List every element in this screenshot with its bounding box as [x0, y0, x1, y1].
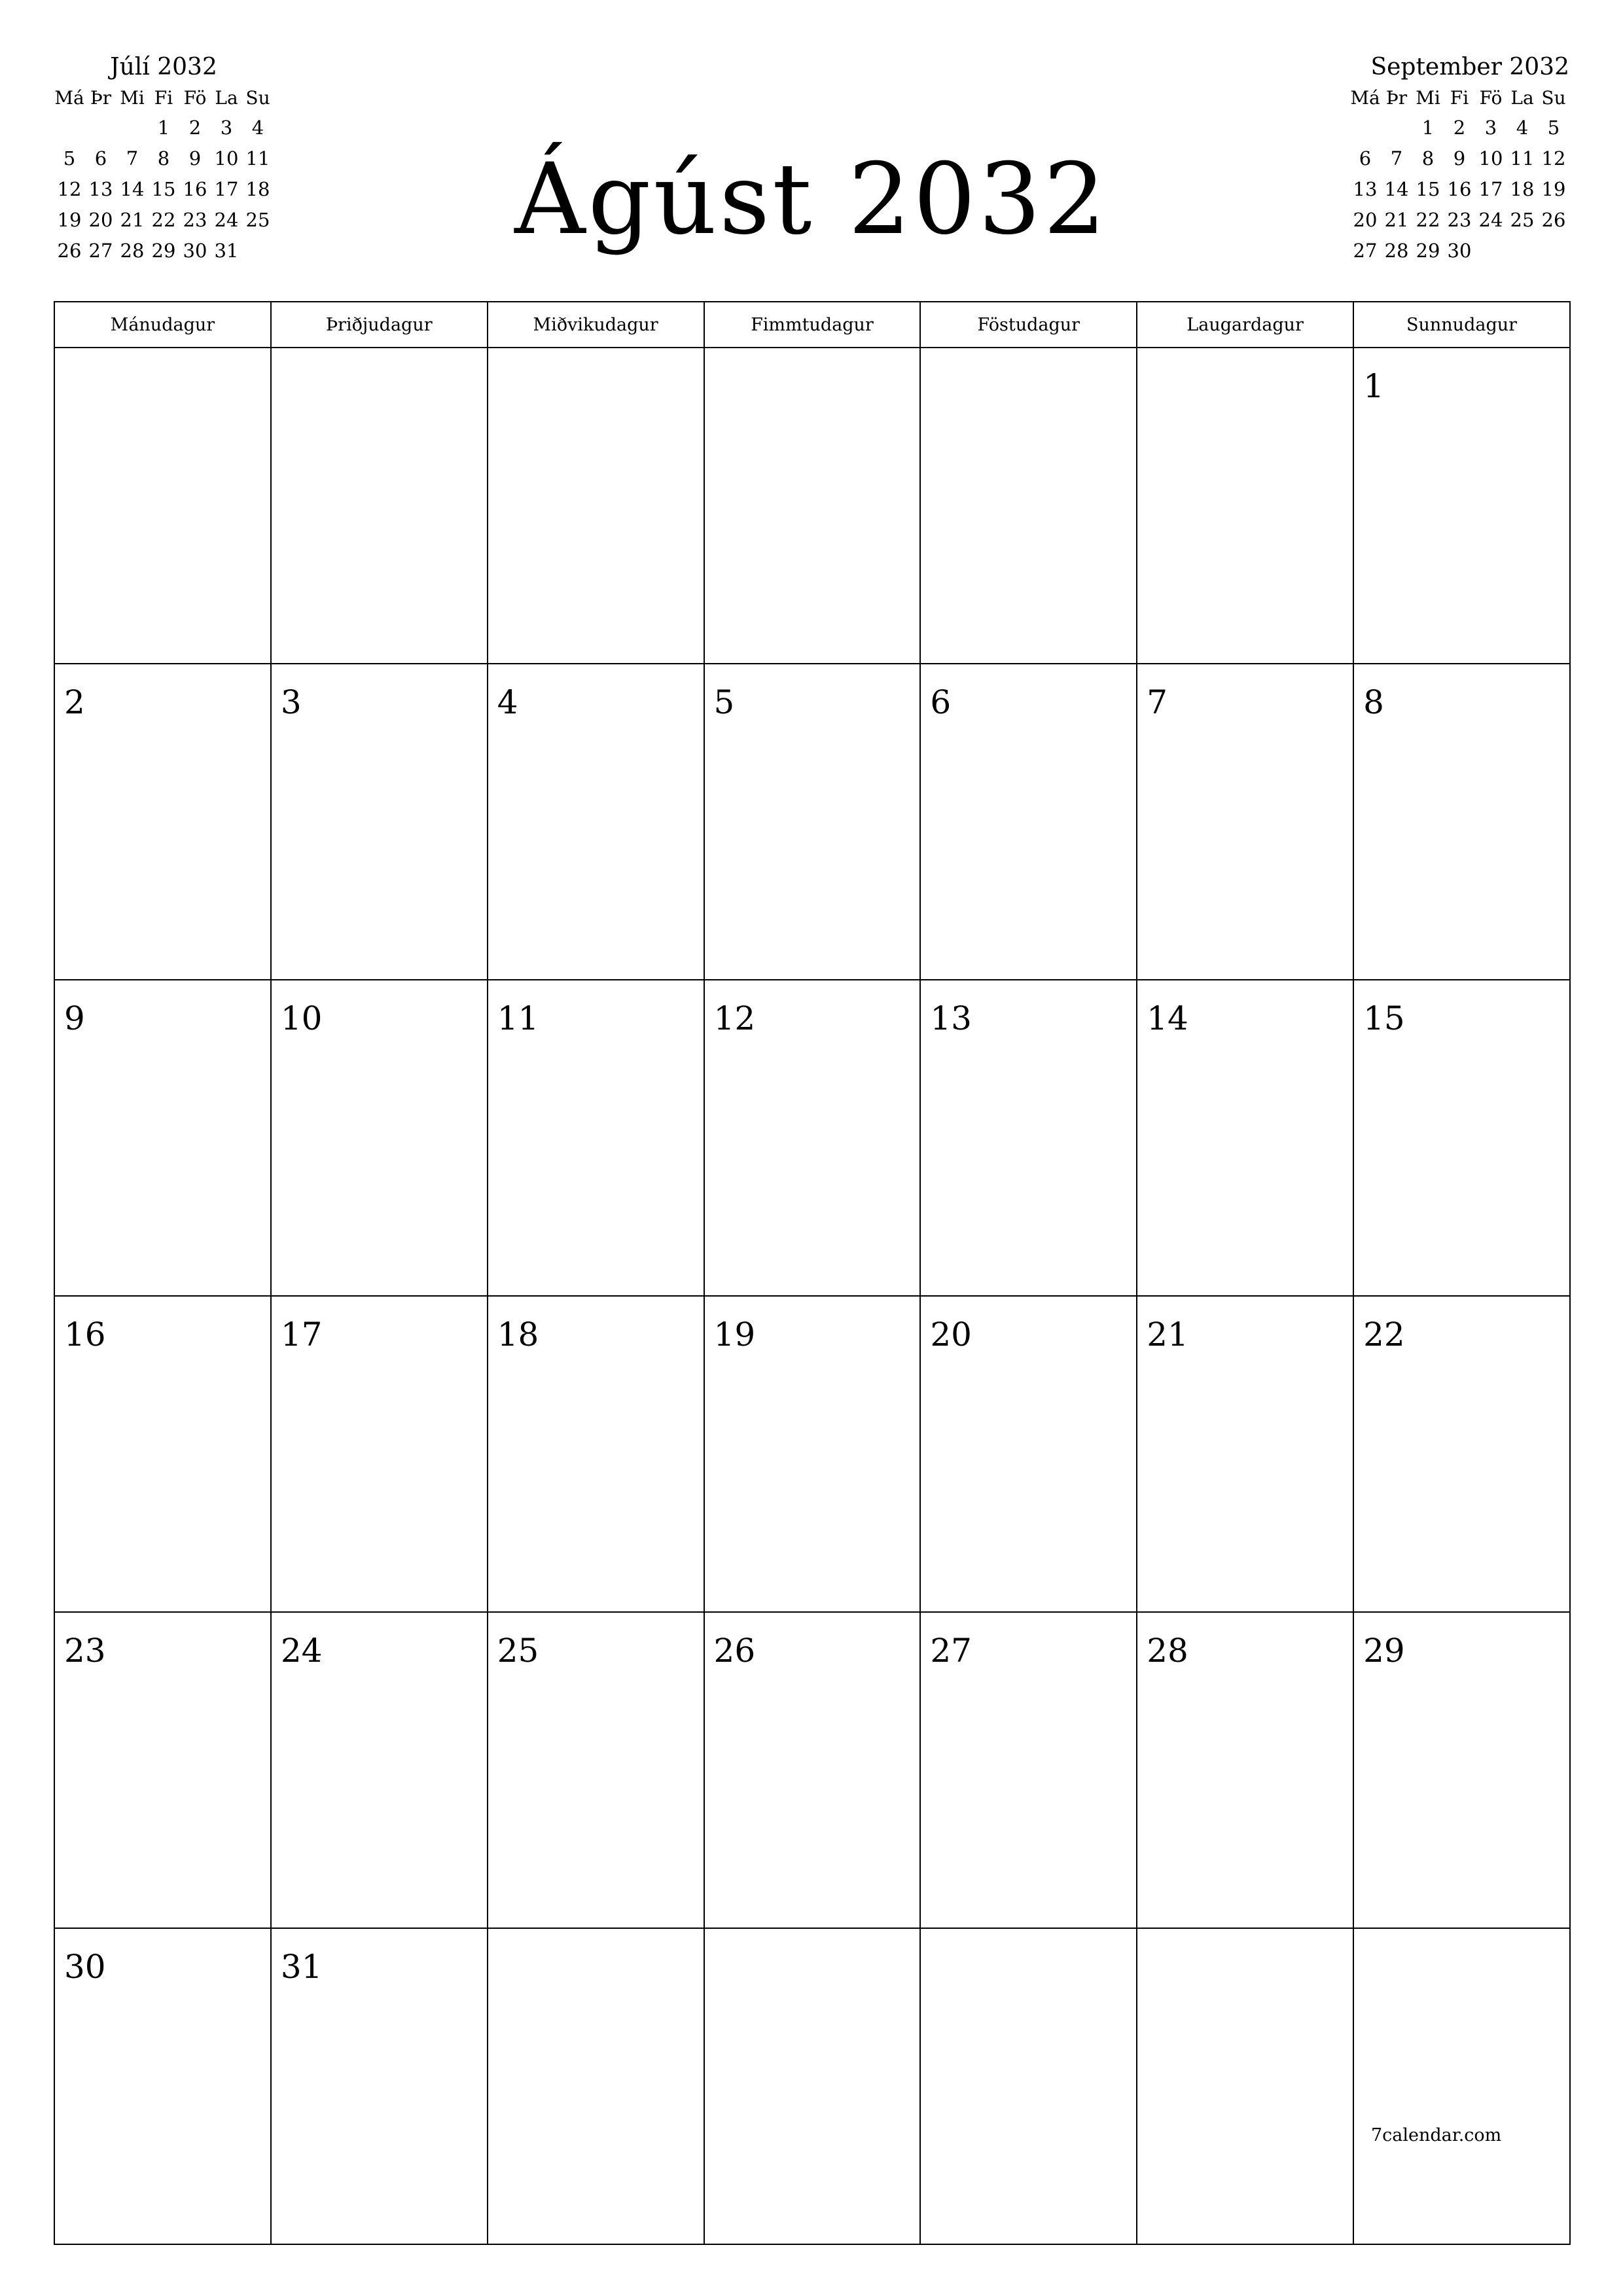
day-cell[interactable]	[54, 1612, 271, 1928]
day-cell[interactable]	[704, 1296, 921, 1612]
mini-day: 3	[220, 117, 233, 139]
mini-day: 30	[183, 240, 207, 262]
mini-day: 23	[183, 209, 207, 231]
day-cell[interactable]	[54, 1928, 271, 2244]
mini-day: 21	[1384, 209, 1409, 231]
day-number: 7	[1147, 683, 1168, 721]
mini-weekday-row	[54, 84, 274, 113]
day-number: 23	[64, 1632, 106, 1670]
mini-day: 25	[245, 209, 270, 231]
mini-weekday: Mi	[1416, 87, 1440, 109]
day-number: 4	[497, 683, 518, 721]
mini-day	[116, 113, 148, 143]
day-number: 1	[1363, 367, 1384, 405]
day-cell[interactable]	[271, 664, 488, 980]
mini-week-row	[1349, 113, 1569, 143]
day-cell[interactable]	[271, 348, 488, 664]
day-cell[interactable]	[920, 1612, 1137, 1928]
mini-day	[1507, 236, 1538, 266]
mini-day: 20	[88, 209, 113, 231]
day-number: 24	[280, 1632, 323, 1670]
mini-day: 6	[94, 147, 107, 170]
day-cell[interactable]	[1137, 1612, 1353, 1928]
mini-weekday: Má	[54, 87, 84, 109]
mini-day: 12	[57, 178, 82, 200]
mini-weekday: Fi	[154, 87, 173, 109]
day-cell[interactable]	[1137, 1928, 1353, 2244]
mini-day: 15	[151, 178, 176, 200]
day-cell[interactable]	[1137, 1296, 1353, 1612]
day-number: 12	[713, 999, 756, 1037]
day-cell[interactable]	[1137, 664, 1353, 980]
mini-day: 21	[120, 209, 145, 231]
day-cell[interactable]	[1353, 1296, 1570, 1612]
footer-credit: 7calendar.com	[1371, 2125, 1502, 2145]
mini-day: 29	[151, 240, 176, 262]
day-number: 9	[64, 999, 85, 1037]
calendar-week-row	[54, 664, 1570, 980]
day-cell[interactable]	[704, 1612, 921, 1928]
mini-weekday: Su	[245, 87, 270, 109]
mini-day: 23	[1447, 209, 1472, 231]
mini-day	[54, 113, 85, 143]
day-cell[interactable]	[271, 1296, 488, 1612]
mini-day: 9	[188, 147, 202, 170]
mini-day: 4	[1516, 117, 1529, 139]
mini-week-row	[1349, 236, 1569, 266]
day-cell[interactable]	[271, 1928, 488, 2244]
day-cell[interactable]	[488, 1296, 704, 1612]
mini-day: 14	[1384, 178, 1409, 200]
day-cell[interactable]	[920, 1928, 1137, 2244]
day-number: 29	[1363, 1632, 1405, 1670]
day-cell[interactable]	[704, 1928, 921, 2244]
mini-day: 18	[1510, 178, 1535, 200]
mini-weekday: La	[1510, 87, 1534, 109]
mini-day: 30	[1447, 240, 1472, 262]
mini-day: 13	[88, 178, 113, 200]
page-title: Ágúst 2032	[514, 143, 1109, 257]
mini-day: 4	[251, 117, 264, 139]
mini-day: 26	[1541, 209, 1566, 231]
mini-day: 18	[245, 178, 270, 200]
mini-day: 17	[1478, 178, 1503, 200]
weekday-header: Föstudagur	[920, 302, 1137, 348]
mini-day: 2	[188, 117, 202, 139]
calendar-week-row	[54, 980, 1570, 1296]
mini-day	[1475, 236, 1507, 266]
calendar-week-row	[54, 1928, 1570, 2244]
day-cell[interactable]	[1137, 348, 1353, 664]
day-number: 16	[64, 1316, 106, 1354]
mini-weekday-row	[1349, 84, 1569, 113]
mini-weekday: Mi	[120, 87, 145, 109]
mini-day: 10	[214, 147, 239, 170]
day-number: 11	[497, 999, 539, 1037]
day-cell[interactable]	[920, 980, 1137, 1296]
day-number: 27	[930, 1632, 972, 1670]
mini-day: 5	[63, 147, 76, 170]
mini-day: 13	[1353, 178, 1378, 200]
day-cell[interactable]	[1353, 1612, 1570, 1928]
day-cell[interactable]	[920, 348, 1137, 664]
day-number: 8	[1363, 683, 1384, 721]
mini-day: 16	[183, 178, 207, 200]
mini-day: 6	[1359, 147, 1372, 170]
day-cell[interactable]	[704, 980, 921, 1296]
day-cell[interactable]	[1353, 664, 1570, 980]
mini-calendar-grid	[1349, 84, 1569, 266]
day-number: 28	[1147, 1632, 1188, 1670]
day-cell[interactable]	[54, 348, 271, 664]
mini-day: 15	[1416, 178, 1440, 200]
day-cell[interactable]	[488, 664, 704, 980]
day-cell[interactable]	[54, 980, 271, 1296]
mini-day: 7	[1390, 147, 1403, 170]
mini-day: 24	[214, 209, 239, 231]
mini-calendar-title: Júlí 2032	[110, 54, 217, 81]
day-number: 30	[64, 1948, 106, 1986]
mini-day: 10	[1478, 147, 1503, 170]
mini-day: 27	[88, 240, 113, 262]
mini-weekday: Su	[1541, 87, 1566, 109]
day-cell[interactable]	[488, 348, 704, 664]
day-cell[interactable]	[1353, 348, 1570, 664]
mini-day: 29	[1416, 240, 1440, 262]
mini-weekday: Fi	[1450, 87, 1469, 109]
mini-weekday: Þr	[1385, 87, 1408, 109]
day-number: 25	[497, 1632, 539, 1670]
mini-weekday: Þr	[90, 87, 112, 109]
mini-day: 28	[1384, 240, 1409, 262]
day-number: 31	[280, 1948, 323, 1986]
day-cell[interactable]	[488, 980, 704, 1296]
mini-day: 7	[126, 147, 139, 170]
weekday-header: Mánudagur	[54, 302, 271, 348]
day-cell[interactable]	[271, 1612, 488, 1928]
day-number: 17	[280, 1316, 323, 1354]
month-grid	[54, 301, 1571, 2245]
day-number: 6	[930, 683, 952, 721]
mini-weekday: Fö	[183, 87, 207, 109]
weekday-header: Þriðjudagur	[271, 302, 488, 348]
mini-day: 25	[1510, 209, 1535, 231]
day-number: 3	[280, 683, 302, 721]
mini-weekday: Má	[1350, 87, 1380, 109]
mini-day: 31	[214, 240, 239, 262]
mini-week-row	[54, 113, 274, 143]
day-number: 20	[930, 1316, 972, 1354]
calendar-week-row	[54, 1296, 1570, 1612]
day-cell[interactable]	[488, 1928, 704, 2244]
day-cell[interactable]	[54, 664, 271, 980]
day-cell[interactable]	[920, 664, 1137, 980]
mini-day: 24	[1478, 209, 1503, 231]
mini-weekday: Fö	[1479, 87, 1503, 109]
day-cell[interactable]	[1137, 980, 1353, 1296]
day-number: 21	[1147, 1316, 1188, 1354]
weekday-header: Laugardagur	[1137, 302, 1353, 348]
day-cell[interactable]	[704, 664, 921, 980]
mini-calendar-title: September 2032	[1370, 54, 1569, 81]
day-number: 2	[64, 683, 85, 721]
mini-day: 9	[1453, 147, 1466, 170]
day-cell[interactable]	[704, 348, 921, 664]
mini-week-row	[1349, 174, 1569, 205]
calendar-week-row	[54, 348, 1570, 664]
calendar-week-row	[54, 1612, 1570, 1928]
day-number: 5	[713, 683, 735, 721]
mini-day: 11	[1510, 147, 1535, 170]
mini-day: 11	[245, 147, 270, 170]
mini-day: 2	[1453, 117, 1466, 139]
mini-week-row	[1349, 205, 1569, 236]
weekday-header: Fimmtudagur	[704, 302, 921, 348]
mini-day	[85, 113, 116, 143]
mini-day: 8	[1421, 147, 1435, 170]
day-cell[interactable]	[488, 1612, 704, 1928]
day-number: 18	[497, 1316, 539, 1354]
day-cell[interactable]	[1353, 1928, 1570, 2244]
mini-day: 16	[1447, 178, 1472, 200]
mini-day: 1	[1421, 117, 1435, 139]
mini-day: 12	[1541, 147, 1566, 170]
day-number: 13	[930, 999, 972, 1037]
day-cell[interactable]	[54, 1296, 271, 1612]
mini-day: 14	[120, 178, 145, 200]
weekday-header: Sunnudagur	[1353, 302, 1570, 348]
mini-day: 27	[1353, 240, 1378, 262]
day-number: 14	[1147, 999, 1188, 1037]
mini-day: 26	[57, 240, 82, 262]
mini-day: 22	[1416, 209, 1440, 231]
mini-day: 17	[214, 178, 239, 200]
day-cell[interactable]	[271, 980, 488, 1296]
mini-day	[1538, 236, 1569, 266]
mini-calendar-next-month	[1349, 51, 1569, 266]
day-number: 22	[1363, 1316, 1405, 1354]
mini-day	[1349, 113, 1381, 143]
day-number: 10	[280, 999, 323, 1037]
mini-day: 22	[151, 209, 176, 231]
day-number: 26	[713, 1632, 756, 1670]
mini-week-row	[1349, 143, 1569, 174]
mini-day	[1381, 113, 1412, 143]
weekday-header-row	[54, 302, 1570, 348]
weekday-header: Miðvikudagur	[488, 302, 704, 348]
mini-day: 5	[1547, 117, 1560, 139]
mini-day: 1	[157, 117, 170, 139]
mini-day: 19	[57, 209, 82, 231]
day-number: 15	[1363, 999, 1405, 1037]
mini-weekday: La	[215, 87, 238, 109]
mini-day: 3	[1484, 117, 1497, 139]
day-number: 19	[713, 1316, 756, 1354]
mini-day: 28	[120, 240, 145, 262]
day-cell[interactable]	[920, 1296, 1137, 1612]
mini-day: 8	[157, 147, 170, 170]
day-cell[interactable]	[1353, 980, 1570, 1296]
mini-day: 19	[1541, 178, 1566, 200]
mini-day: 20	[1353, 209, 1378, 231]
